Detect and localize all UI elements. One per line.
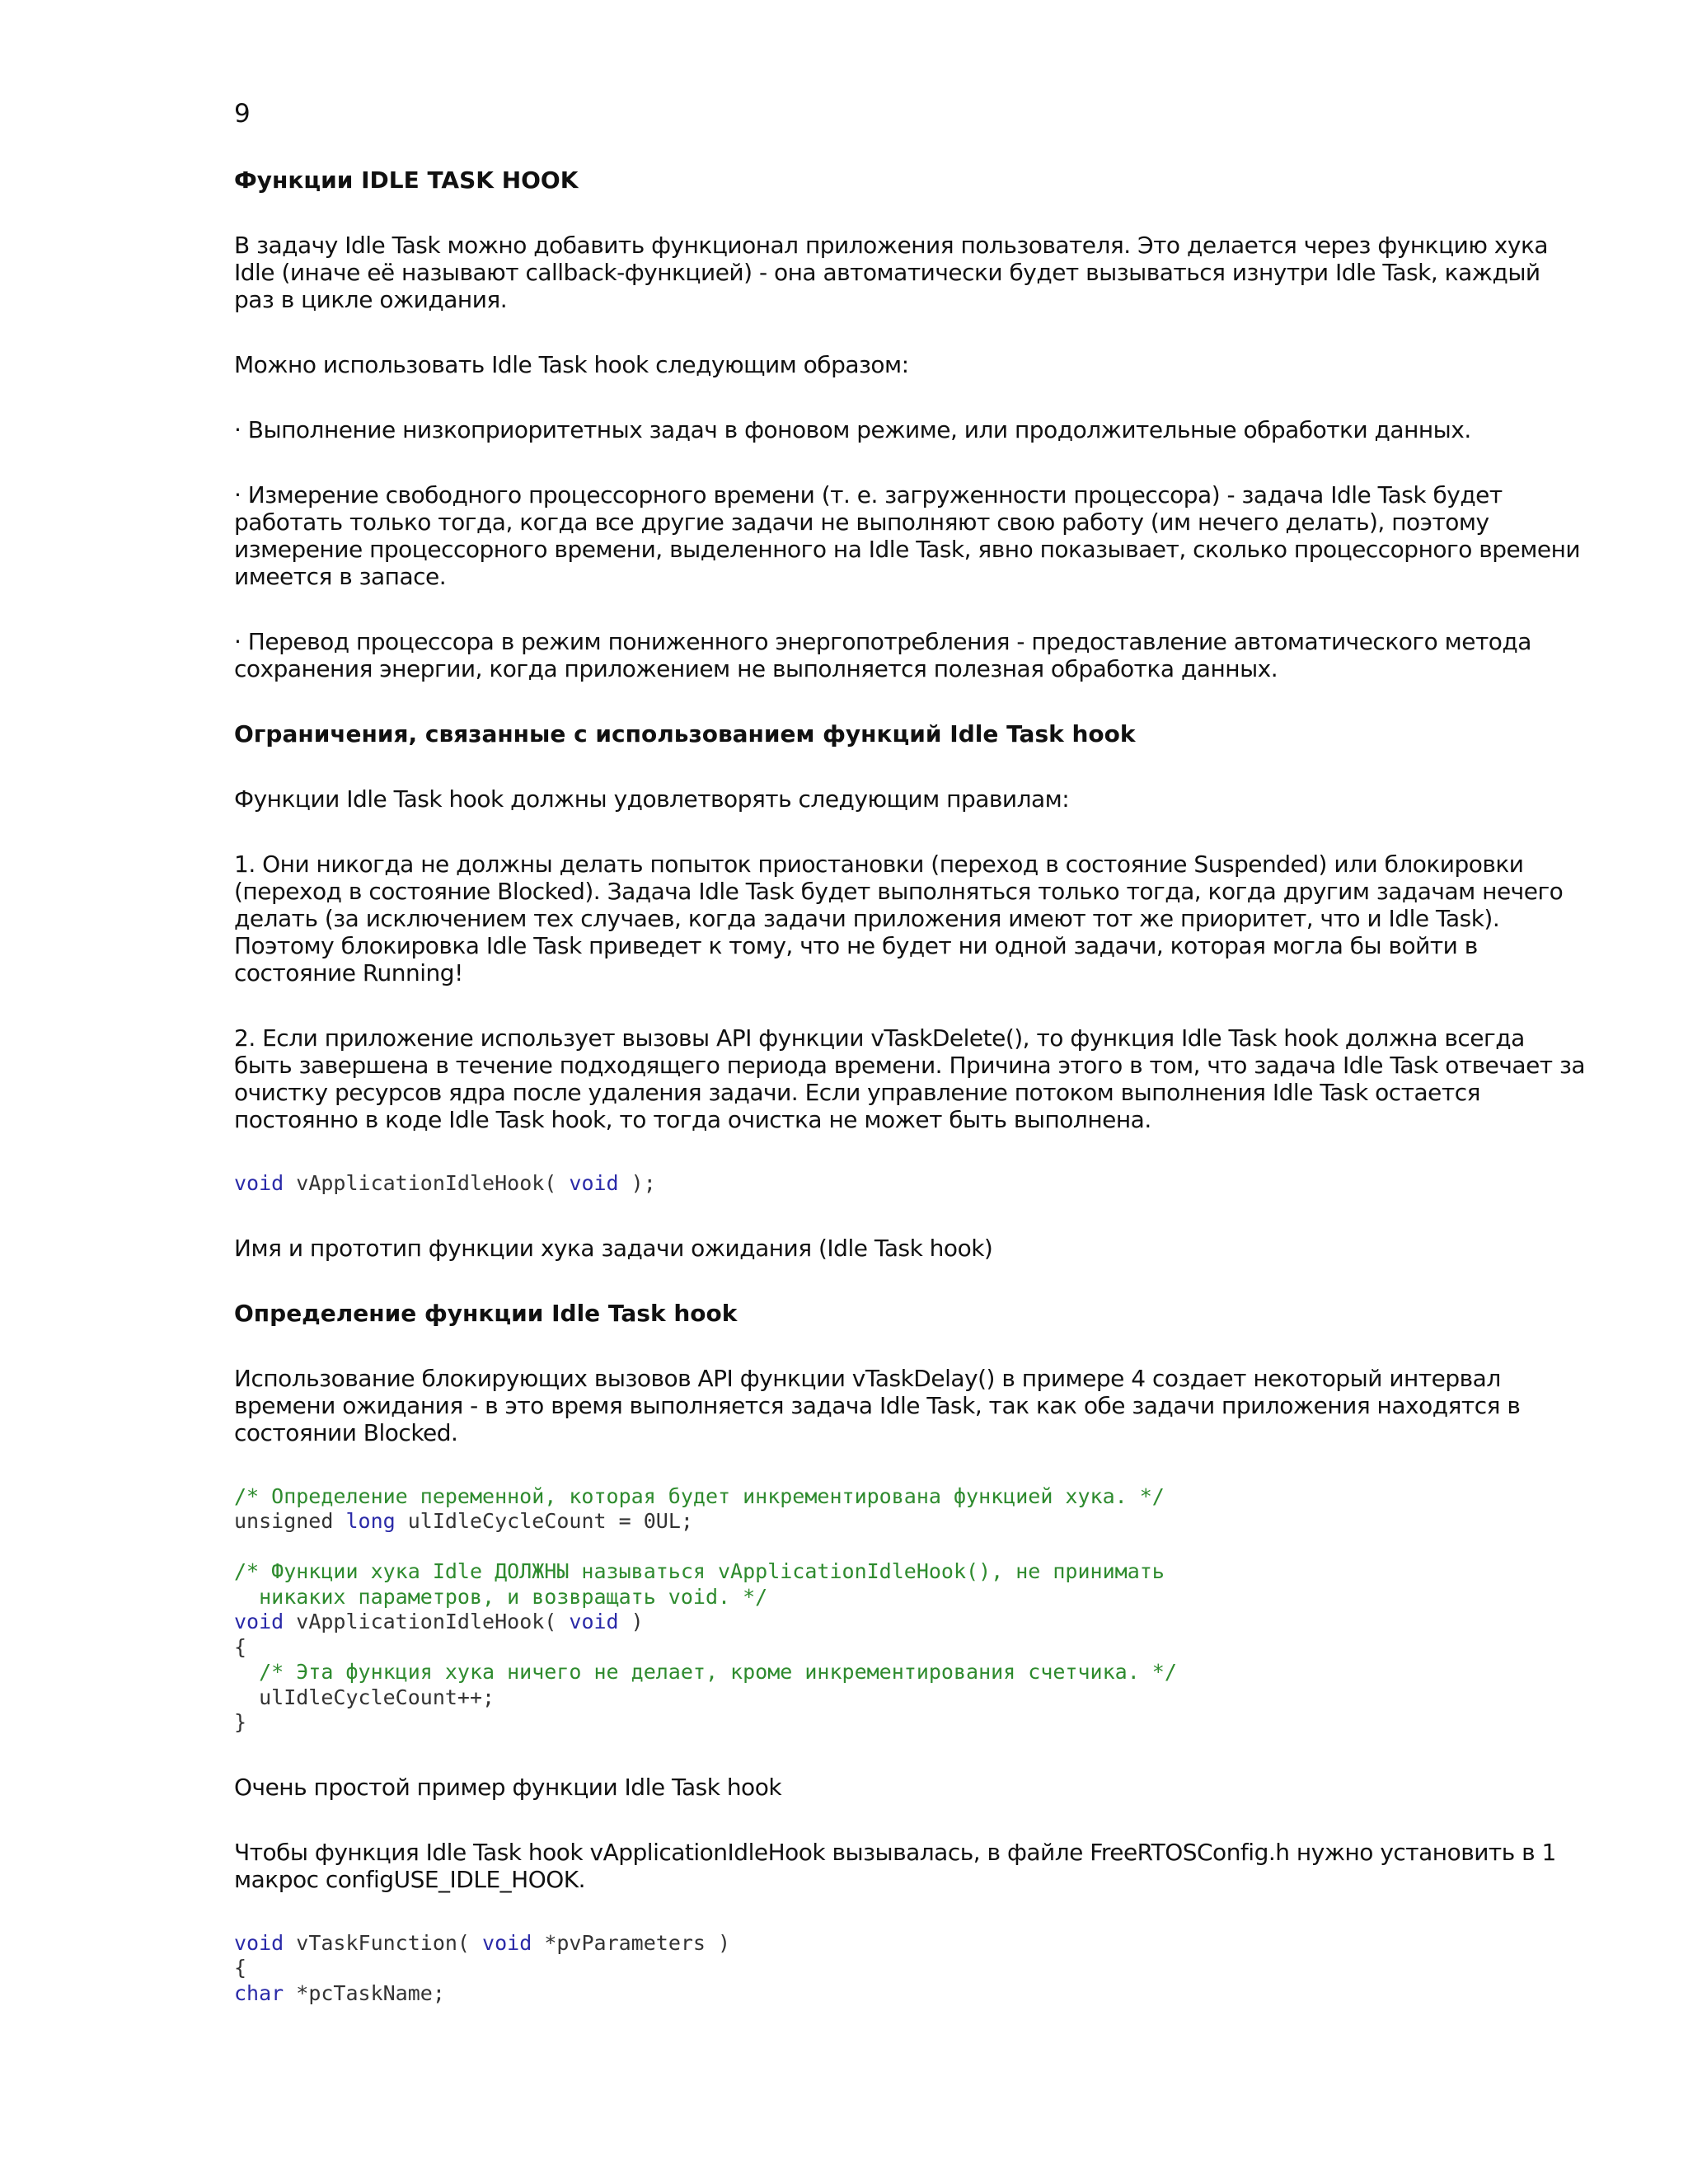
bullet-cpu-measure: · Измерение свободного процессорного времени (т. е. загруженности процессора) - задача Idle Task будет работать только тогда, когда все другие задачи не выполняют свою работу (им нечего делать), поэтому измерение процессорного времени, выделенного на Idle Task, явно показывает, сколько процессорного времени имеется в запасе.	[234, 481, 1581, 590]
code-line	[234, 1931, 1586, 1957]
code-keyword: void	[234, 1171, 284, 1195]
code-keyword: char	[234, 1980, 284, 2005]
code-text: {	[234, 1956, 247, 1980]
code-text: }	[234, 1710, 247, 1734]
code-comment: /* Функции хука Idle ДОЛЖНЫ называться vApplicationIdleHook(), не принимать	[234, 1559, 1165, 1583]
section-heading-restrictions: Ограничения, связанные с использованием функций Idle Task hook	[234, 720, 1136, 748]
code-text: vApplicationIdleHook(	[284, 1610, 570, 1633]
code-line	[234, 1710, 1586, 1736]
code-comment: /* Определение переменной, которая будет инкрементирована функцией хука. */	[234, 1483, 1165, 1508]
section-heading-definition: Определение функции Idle Task hook	[234, 1299, 738, 1327]
code-text: ulIdleCycleCount++;	[234, 1685, 495, 1709]
code-text: unsigned	[234, 1509, 346, 1533]
document-body	[234, 166, 1586, 2044]
code-prototype	[234, 1171, 1586, 1197]
rule-2: 2. Если приложение использует вызовы API функции vTaskDelete(), то функция Idle Task hook должна всегда быть завершена в течение подходящего периода времени. Причина этого в том, что задача Idle Task отвечает за очистку ресурсов ядра после удаления задачи. Если управление потоком выполнения Idle Task остается постоянно в коде Idle Task hook, то тогда очистка не может быть выполнена.	[234, 1024, 1586, 1133]
code-line	[234, 1610, 1586, 1635]
code-keyword: void	[234, 1930, 284, 1955]
code-line	[234, 1981, 1586, 2007]
code-line	[234, 1956, 1586, 1981]
code-line	[234, 1559, 1586, 1585]
code-text: );	[618, 1171, 656, 1195]
code-comment: /* Эта функция хука ничего не делает, кроме инкрементирования счетчика. */	[234, 1660, 1177, 1684]
bullet-low-power: · Перевод процессора в режим пониженного энергопотребления - предоставление автоматического метода сохранения энергии, когда приложением не выполняется полезная обработка данных.	[234, 628, 1531, 682]
code-line	[234, 1635, 1586, 1661]
code-line	[234, 1585, 1586, 1610]
bullet-low-priority: · Выполнение низкоприоритетных задач в фоновом режиме, или продолжительные обработки данных.	[234, 416, 1471, 443]
code-text: vTaskFunction(	[284, 1930, 483, 1955]
code-text: *pvParameters )	[532, 1930, 731, 1955]
code-line	[234, 1509, 1586, 1535]
code-line	[234, 1685, 1586, 1711]
paragraph-config: Чтобы функция Idle Task hook vApplicationIdleHook вызывалась, в файле FreeRTOSConfig.h нужно установить в 1 макрос configUSE_IDLE_HOOK.	[234, 1838, 1556, 1893]
code-hook-example	[234, 1484, 1586, 1736]
code-text: *pcTaskName;	[284, 1980, 445, 2005]
code-keyword: long	[345, 1509, 396, 1533]
code-task-function	[234, 1931, 1586, 2007]
caption-prototype: Имя и прототип функции хука задачи ожидания (Idle Task hook)	[234, 1234, 993, 1262]
code-text: )	[618, 1610, 644, 1633]
section-heading-idle-task-hook: Функции IDLE TASK HOOK	[234, 166, 579, 194]
code-keyword: void	[482, 1930, 532, 1955]
code-text: vApplicationIdleHook(	[284, 1171, 570, 1195]
paragraph-usage-lead: Можно использовать Idle Task hook следующим образом:	[234, 351, 909, 378]
code-line	[234, 1660, 1586, 1685]
paragraph-intro: В задачу Idle Task можно добавить функционал приложения пользователя. Это делается через функцию хука Idle (иначе её называют callback-функцией) - она автоматически будет вызываться изнутри Idle Task, каждый раз в цикле ожидания.	[234, 232, 1549, 313]
code-keyword: void	[569, 1171, 619, 1195]
rule-1: 1. Они никогда не должны делать попыток приостановки (переход в состояние Suspended) или блокировки (переход в состояние Blocked). Задача Idle Task будет выполняться только тогда, когда другим задачам нечего делать (за исключением тех случаев, когда задачи приложения имеют тот же приоритет, что и Idle Task). Поэтому блокировка Idle Task приведет к тому, что не будет ни одной задачи, которая могла бы войти в состояние Running!	[234, 851, 1564, 987]
page-number: 9	[234, 99, 251, 129]
code-text: {	[234, 1634, 247, 1659]
code-line	[234, 1171, 1586, 1197]
code-keyword: void	[569, 1610, 619, 1633]
paragraph-definition: Использование блокирующих вызовов API функции vTaskDelay() в примере 4 создает некоторый интервал времени ожидания - в это время выполняется задача Idle Task, так как обе задачи приложения находятся в состоянии Blocked.	[234, 1364, 1521, 1446]
code-text: ulIdleCycleCount = 0UL;	[395, 1509, 693, 1533]
code-keyword: void	[234, 1610, 284, 1633]
code-line	[234, 1484, 1586, 1510]
code-comment: никаких параметров, и возвращать void. */	[234, 1584, 768, 1609]
caption-hook-example: Очень простой пример функции Idle Task hook	[234, 1773, 782, 1801]
code-line	[234, 1535, 1586, 1560]
paragraph-rules-lead: Функции Idle Task hook должны удовлетворять следующим правилам:	[234, 785, 1070, 813]
